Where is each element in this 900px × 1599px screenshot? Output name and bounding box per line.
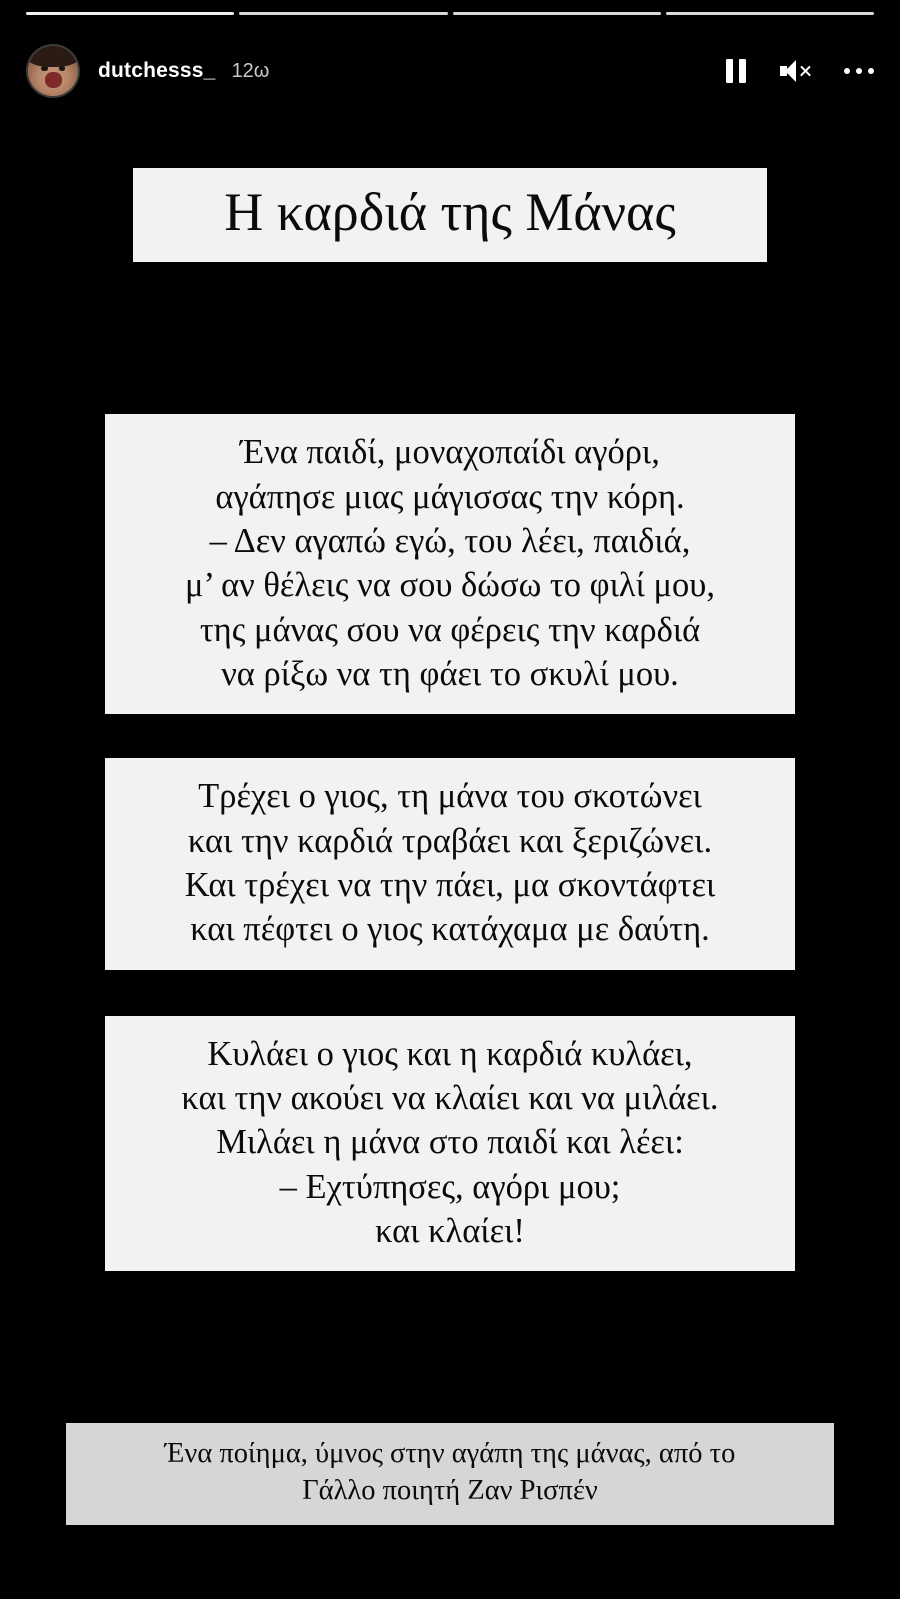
story-header-actions [726, 59, 874, 83]
more-options-button[interactable] [844, 59, 874, 83]
poem-verse-card [105, 1016, 795, 1272]
story-progress-segment[interactable] [239, 12, 447, 15]
verse-line: και πέφτει ο γιος κατάχαμα με δαύτη. [190, 910, 710, 949]
timestamp-label: 12ω [231, 59, 270, 82]
verse-line: – Δεν αγαπώ εγώ, του λέει, παιδιά, [209, 522, 691, 561]
verse-line: Τρέχει ο γιος, τη μάνα του σκοτώνει [198, 777, 702, 816]
verse-line: Και τρέχει να την πάει, μα σκοντάφτει [184, 866, 716, 905]
verse-line: να ρίξω να τη φάει το σκυλί μου. [221, 655, 679, 694]
verse-line: και την ακούει να κλαίει και να μιλάει. [181, 1079, 719, 1118]
story-progress-bar [26, 12, 874, 15]
verse-line: της μάνας σου να φέρεις την καρδιά [199, 610, 701, 649]
story-progress-segment[interactable] [666, 12, 874, 15]
speaker-mute-icon [780, 59, 810, 83]
poem-verse-card [105, 414, 795, 714]
avatar-eye-right [59, 66, 66, 71]
avatar-image [28, 46, 78, 96]
verse-line: και την καρδιά τραβάει και ξεριζώνει. [187, 821, 713, 860]
story-progress-segment[interactable] [453, 12, 661, 15]
story-content [0, 150, 900, 1525]
pause-icon [726, 59, 746, 83]
pause-button[interactable] [726, 59, 746, 83]
attribution-line: Ένα ποίημα, ύμνος στην αγάπη της μάνας, από το [164, 1438, 736, 1470]
avatar-mouth [45, 72, 62, 88]
mute-button[interactable] [780, 59, 810, 83]
story-header [26, 42, 874, 100]
poem-attribution-card [66, 1423, 834, 1525]
verse-line: μ’ αν θέλεις να σου δώσω το φιλί μου, [185, 566, 715, 605]
avatar[interactable] [26, 44, 80, 98]
story-progress-segment[interactable] [26, 12, 234, 15]
poem-title: Η καρδιά της Μάνας [224, 182, 676, 242]
username-label[interactable]: dutchesss_ [98, 59, 216, 82]
verse-line: Ένα παιδί, μοναχοπαίδι αγόρι, [240, 433, 660, 472]
avatar-eye-left [41, 66, 48, 71]
attribution-line: Γάλλο ποιητή Ζαν Ρισπέν [302, 1475, 598, 1507]
poem-title-card [133, 168, 767, 262]
verse-line: – Εχτύπησες, αγόρι μου; [279, 1167, 621, 1206]
verse-line: Μιλάει η μάνα στο παιδί και λέει: [216, 1123, 684, 1162]
verse-line: Κυλάει ο γιος και η καρδιά κυλάει, [207, 1034, 693, 1073]
more-horizontal-icon [844, 59, 874, 83]
verse-line: και κλαίει! [375, 1212, 525, 1251]
verse-line: αγάπησε μιας μάγισσας την κόρη. [215, 477, 685, 516]
poem-verse-card [105, 758, 795, 969]
avatar-hair [28, 46, 78, 67]
